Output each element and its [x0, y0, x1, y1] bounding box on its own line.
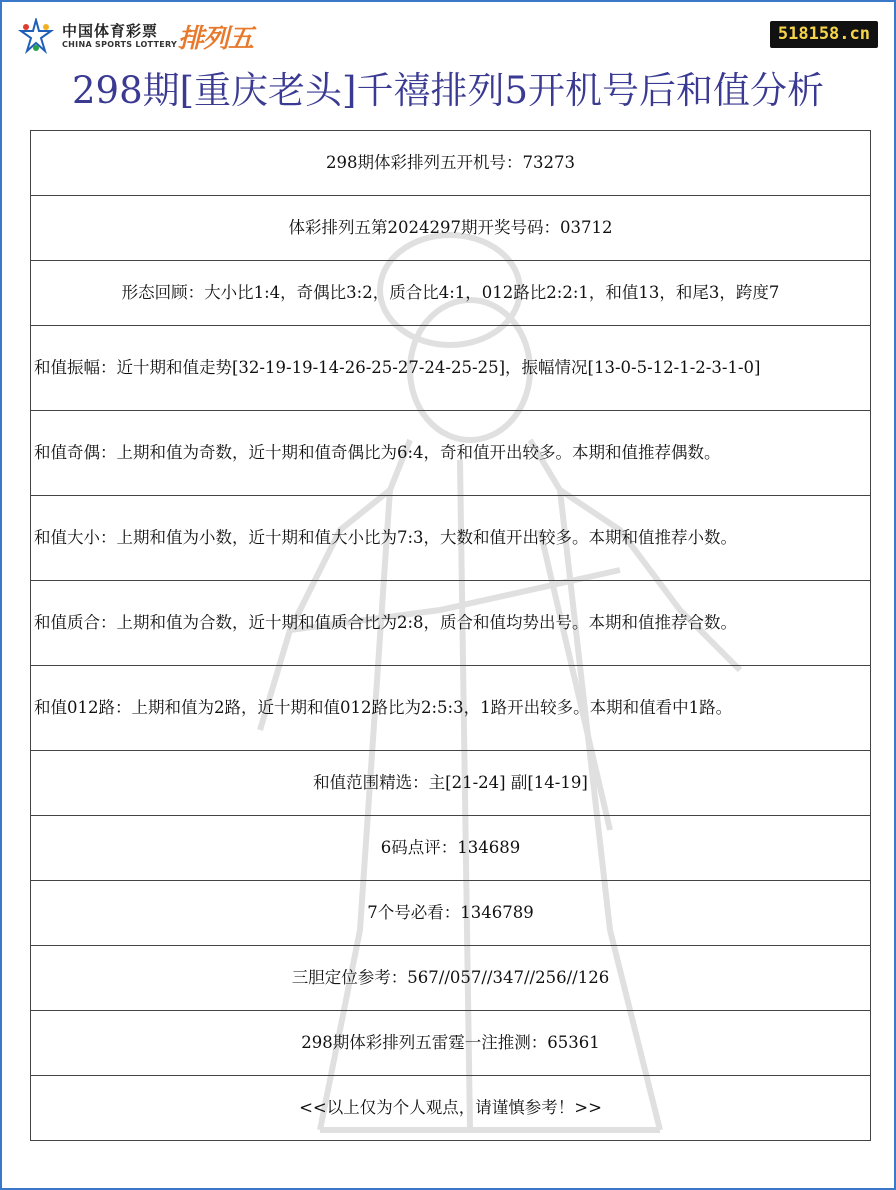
table-row — [31, 326, 871, 411]
analysis-table — [30, 130, 871, 1141]
logo-game-name: 排列五 — [178, 24, 254, 54]
table-cell: <<以上仅为个人观点，请谨慎参考！>> — [31, 1076, 871, 1141]
table-cell: 和值质合：上期和值为合数，近十期和值质合比为2:8，质合和值均势出号。本期和值推荐合数。 — [31, 581, 871, 666]
table-row — [31, 496, 871, 581]
logo-chinese-text: 中国体育彩票 — [62, 22, 159, 40]
table-row — [31, 196, 871, 261]
table-row — [31, 411, 871, 496]
table-cell: 和值振幅：近十期和值走势[32-19-19-14-26-25-27-24-25-25]，振幅情况[13-0-5-12-1-2-3-1-0] — [31, 326, 871, 411]
table-row — [31, 751, 871, 816]
table-cell: 6码点评：134689 — [31, 816, 871, 881]
table-cell: 体彩排列五第2024297期开奖号码：03712 — [31, 196, 871, 261]
logo-english-text: CHINA SPORTS LOTTERY — [62, 40, 178, 49]
lottery-star-icon — [18, 18, 54, 54]
table-row — [31, 666, 871, 751]
table-row — [31, 1011, 871, 1076]
table-row — [31, 131, 871, 196]
table-cell: 298期体彩排列五开机号：73273 — [31, 131, 871, 196]
table-cell: 三胆定位参考：567//057//347//256//126 — [31, 946, 871, 1011]
table-row — [31, 881, 871, 946]
china-sports-lottery-logo — [18, 16, 278, 56]
table-row — [31, 581, 871, 666]
table-cell: 7个号必看：1346789 — [31, 881, 871, 946]
table-cell: 和值大小：上期和值为小数，近十期和值大小比为7:3，大数和值开出较多。本期和值推荐小数。 — [31, 496, 871, 581]
site-badge[interactable]: 518158.cn — [770, 21, 878, 48]
header — [0, 0, 896, 62]
table-cell: 298期体彩排列五雷霆一注推测：65361 — [31, 1011, 871, 1076]
table-row — [31, 816, 871, 881]
page-title: 298期[重庆老头]千禧排列5开机号后和值分析 — [71, 69, 825, 112]
table-row — [31, 261, 871, 326]
table-cell: 形态回顾：大小比1:4，奇偶比3:2，质合比4:1，012路比2:2:1，和值13，和尾3，跨度7 — [31, 261, 871, 326]
table-cell: 和值奇偶：上期和值为奇数，近十期和值奇偶比为6:4，奇和值开出较多。本期和值推荐偶数。 — [31, 411, 871, 496]
table-row — [31, 946, 871, 1011]
table-cell: 和值012路：上期和值为2路，近十期和值012路比为2:5:3，1路开出较多。本期和值看中1路。 — [31, 666, 871, 751]
table-row — [31, 1076, 871, 1141]
table-cell: 和值范围精选：主[21-24] 副[14-19] — [31, 751, 871, 816]
